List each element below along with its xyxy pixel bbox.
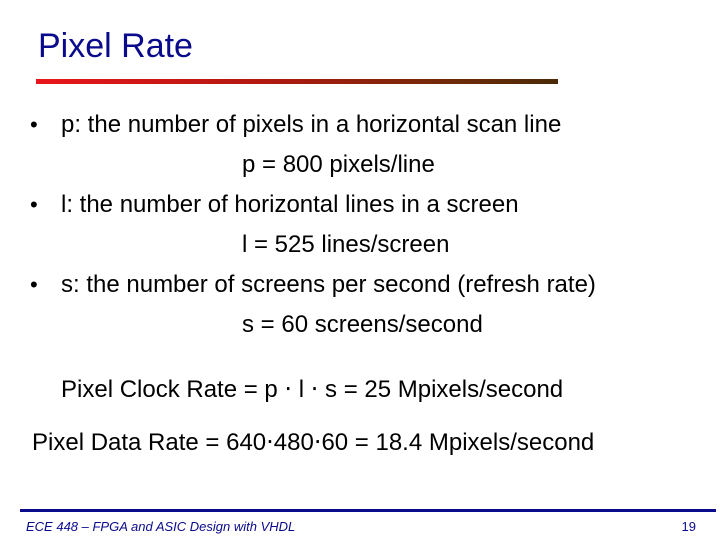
- bullet-s-value: s = 60 screens/second: [242, 311, 483, 338]
- bullet-p-value: p = 800 pixels/line: [242, 151, 435, 178]
- title-underline: [36, 79, 558, 84]
- bullet-p-definition: p: the number of pixels in a horizontal scan line: [61, 111, 562, 138]
- pixel-clock-rate-formula: Pixel Clock Rate = p ⋅ l ⋅ s = 25 Mpixels/second: [61, 376, 564, 403]
- pixel-data-rate-formula: Pixel Data Rate = 640⋅480⋅60 = 18.4 Mpixels/second: [32, 429, 595, 456]
- page-number: 19: [681, 519, 696, 534]
- bullet-l-definition: l: the number of horizontal lines in a screen: [61, 191, 519, 218]
- footer-divider: [20, 509, 716, 512]
- footer-course-name: ECE 448 – FPGA and ASIC Design with VHDL: [26, 519, 296, 534]
- bullet-marker: •: [30, 272, 38, 297]
- bullet-l-value: l = 525 lines/screen: [242, 231, 450, 258]
- bullet-s-definition: s: the number of screens per second (refresh rate): [61, 271, 596, 298]
- bullet-marker: •: [30, 112, 38, 137]
- slide-title: Pixel Rate: [38, 27, 193, 65]
- bullet-marker: •: [30, 192, 38, 217]
